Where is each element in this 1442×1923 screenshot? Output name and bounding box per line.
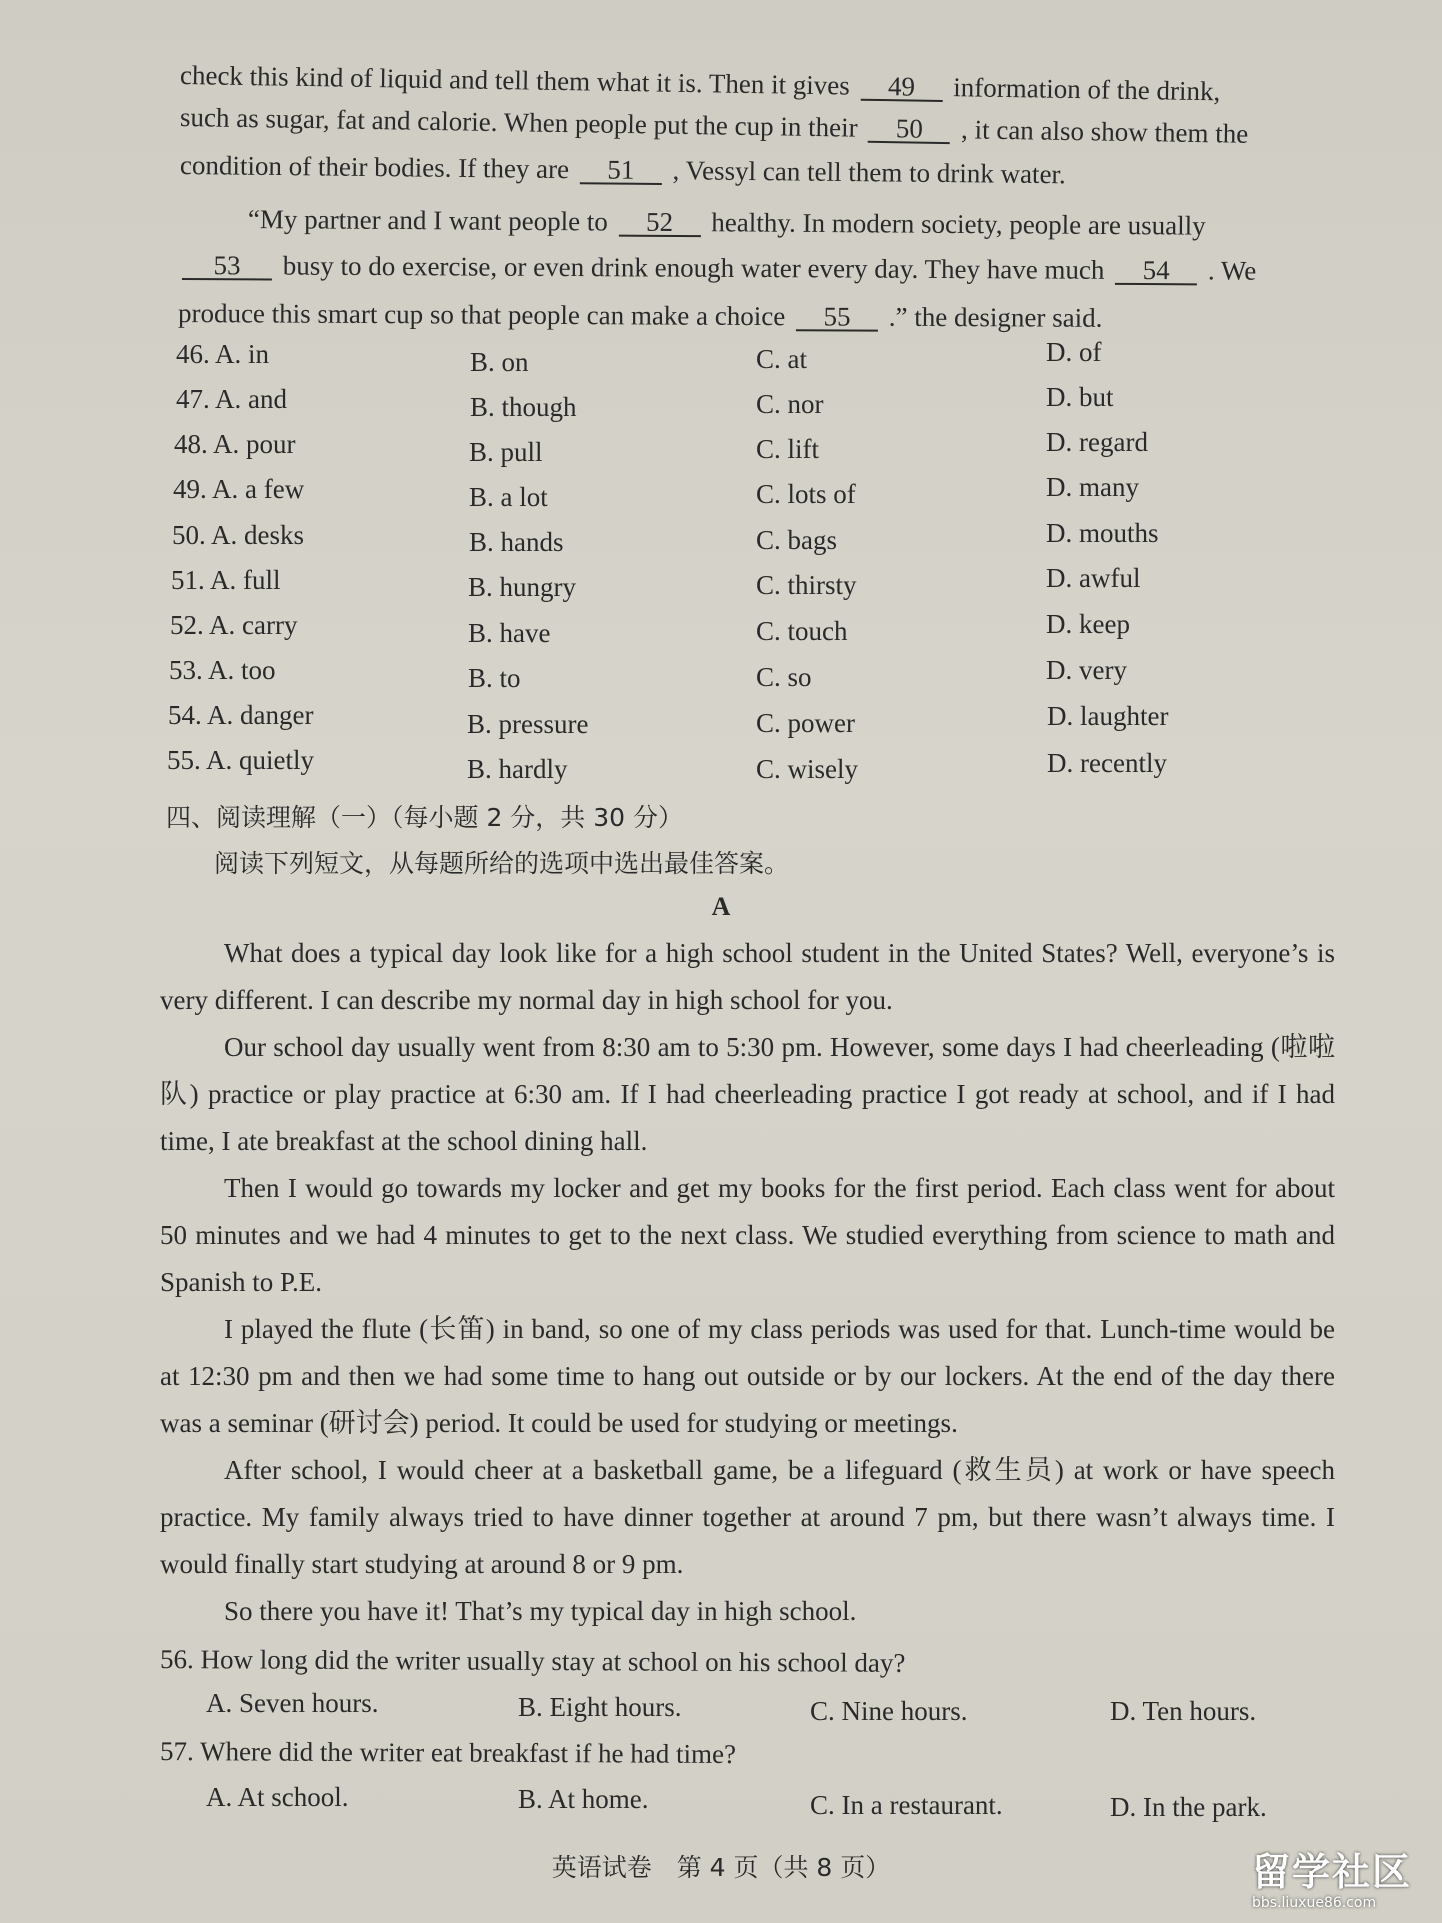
paragraph-text: Our school day usually went from 8:30 am to 5:30 pm. However, some days I had cheerleading (啦啦队) practice or play practice at 6:30 am. If I had cheerleading practice I got ready at school, and if I had time, I ate breakfast at the school dining hall. (160, 1032, 1335, 1156)
option-row-50 (172, 518, 304, 552)
option-c: C. touch (756, 616, 848, 646)
question-number: 50. (172, 520, 206, 550)
blank-53: 53 (182, 252, 272, 280)
cloze-line-3 (180, 148, 1066, 191)
question-57-option-d: D. In the park. (1110, 1792, 1267, 1822)
blank-50: 50 (868, 115, 950, 144)
option-d: D. but (1046, 382, 1114, 412)
cloze-line-1 (180, 58, 1221, 108)
cloze-line-6 (178, 296, 1103, 335)
cloze-text: .” the designer said. (888, 301, 1103, 333)
section-title: 四、阅读理解（一）（每小题 2 分，共 30 分） (166, 803, 684, 832)
option-b: B. a lot (469, 482, 548, 512)
site-watermark (1252, 1850, 1432, 1914)
passage-paragraph (160, 930, 1335, 1024)
passage-paragraph (160, 1165, 1335, 1306)
option-b: B. on (470, 347, 529, 377)
cloze-text: , Vessyl can tell them to drink water. (672, 155, 1066, 190)
option-row-46 (176, 337, 269, 371)
option-d: D. keep (1046, 609, 1130, 639)
paragraph-text: I played the flute (长笛) in band, so one of my class periods was used for that. Lunch-time would be at 12:30 pm and then we had some time to hang out outside or by our lockers. At the end of the day there was a seminar (研讨会) period. It could be used for studying or meetings. (160, 1314, 1335, 1438)
question-number: 46. (176, 339, 210, 369)
option-d: D. very (1046, 655, 1127, 685)
blank-52: 52 (619, 209, 701, 238)
cloze-text: , it can also show them the (960, 114, 1249, 149)
cloze-text: such as sugar, fat and calorie. When people put the cup in their (179, 102, 858, 143)
question-57-option-c: C. In a restaurant. (810, 1790, 1003, 1820)
option-d: D. awful (1046, 563, 1141, 593)
question-stem-57: 57. Where did the writer eat breakfast if he had time? (159, 1736, 737, 1770)
option-b: B. hungry (468, 572, 576, 602)
option-c: C. lift (756, 434, 820, 464)
option-d: D. regard (1046, 427, 1148, 457)
option-c: C. thirsty (756, 570, 857, 600)
passage-paragraph (160, 1588, 1335, 1635)
cloze-text: “My partner and I want people to (247, 204, 608, 237)
option-c: C. power (756, 708, 855, 738)
option-b: B. hardly (467, 754, 568, 784)
watermark-title: 留学社区 (1252, 1850, 1413, 1894)
cloze-text: produce this smart cup so that people can make a choice (177, 298, 786, 332)
option-d: D. of (1046, 337, 1102, 367)
option-c: C. lots of (756, 479, 856, 509)
passage-paragraph (160, 1024, 1335, 1165)
passage-paragraph (160, 1447, 1335, 1588)
question-number: 52. (170, 610, 204, 640)
question-number: 49. (173, 474, 207, 504)
option-a: A. quietly (206, 745, 315, 775)
question-number: 48. (174, 429, 208, 459)
option-a: A. danger (207, 700, 314, 730)
question-56-option-d: D. Ten hours. (1110, 1696, 1257, 1726)
option-row-54 (168, 698, 313, 732)
paragraph-text: After school, I would cheer at a basketball game, be a lifeguard (救生员) at work or have speech practice. My family always tried to have dinner together at around 7 pm, but there wasn’t always time. I would finally start studying at around 8 or 9 pm. (160, 1455, 1335, 1579)
passage-letter: A (711, 892, 731, 921)
option-row-48 (174, 427, 296, 461)
cloze-text: busy to do exercise, or even drink enough water every day. They have much (282, 250, 1105, 285)
cloze-text: healthy. In modern society, people are usually (711, 207, 1206, 241)
question-number: 55. (167, 745, 201, 775)
option-a: A. full (210, 565, 281, 595)
question-57-option-b: B. At home. (518, 1784, 649, 1814)
option-a: A. a few (212, 474, 305, 504)
cloze-line-2 (180, 100, 1249, 151)
option-a: A. and (215, 384, 287, 414)
question-number: 53. (169, 655, 203, 685)
option-row-53 (169, 653, 276, 687)
option-b: B. though (470, 392, 577, 422)
option-d: D. mouths (1046, 518, 1159, 548)
question-stem-56: 56. How long did the writer usually stay at school on his school day? (159, 1644, 906, 1678)
question-number: 47. (176, 384, 210, 414)
paragraph-text: So there you have it! That’s my typical day in high school. (224, 1596, 857, 1626)
option-c: C. nor (756, 389, 824, 419)
option-b: B. hands (469, 527, 564, 557)
option-b: B. have (468, 618, 551, 648)
watermark-url: bbs.liuxue86.com (1252, 1895, 1377, 1911)
paragraph-text: What does a typical day look like for a high school student in the United States? Well, everyone’s is very different. I can describe my normal day in high school for you. (160, 938, 1335, 1015)
option-d: D. recently (1047, 748, 1167, 778)
option-a: A. desks (211, 520, 305, 550)
option-b: B. pressure (467, 709, 589, 739)
option-row-52 (170, 608, 297, 642)
question-number: 54. (168, 700, 202, 730)
option-row-49 (173, 472, 304, 506)
cloze-text: condition of their bodies. If they are (179, 150, 570, 185)
cloze-text: check this kind of liquid and tell them what it is. Then it gives (179, 60, 851, 101)
paragraph-text: Then I would go towards my locker and get my books for the first period. Each class went for about 50 minutes and we had 4 minutes to get to the next class. We studied everything from science to math and Spanish to P.E. (160, 1173, 1335, 1297)
cloze-line-4 (248, 202, 1206, 243)
option-c: C. so (756, 662, 812, 692)
section-instruction: 阅读下列短文，从每题所给的选项中选出最佳答案。 (214, 849, 790, 878)
question-number: 51. (171, 565, 205, 595)
cloze-text: . We (1207, 255, 1257, 286)
blank-55: 55 (796, 303, 878, 331)
blank-51: 51 (580, 156, 662, 185)
option-c: C. at (756, 344, 807, 374)
option-a: A. pour (213, 429, 296, 459)
option-a: A. in (215, 339, 270, 369)
blank-54: 54 (1115, 257, 1197, 285)
option-row-51 (171, 563, 281, 597)
page-footer: 英语试卷 第 4 页（共 8 页） (551, 1853, 891, 1882)
cloze-line-5 (178, 248, 1256, 288)
question-57-option-a: A. At school. (206, 1782, 349, 1812)
blank-49: 49 (860, 73, 942, 102)
option-a: A. carry (209, 610, 298, 640)
question-56-option-b: B. Eight hours. (518, 1692, 682, 1722)
option-row-47 (176, 382, 287, 416)
option-c: C. bags (756, 525, 837, 555)
option-d: D. many (1046, 472, 1139, 502)
question-56-option-a: A. Seven hours. (206, 1688, 379, 1718)
passage-paragraph (160, 1306, 1335, 1447)
option-c: C. wisely (756, 754, 859, 784)
option-d: D. laughter (1047, 701, 1169, 731)
question-56-option-c: C. Nine hours. (810, 1696, 968, 1726)
option-a: A. too (208, 655, 276, 685)
option-b: B. to (468, 663, 521, 693)
option-b: B. pull (469, 437, 543, 467)
option-row-55 (167, 743, 314, 777)
cloze-text: information of the drink, (953, 72, 1221, 107)
